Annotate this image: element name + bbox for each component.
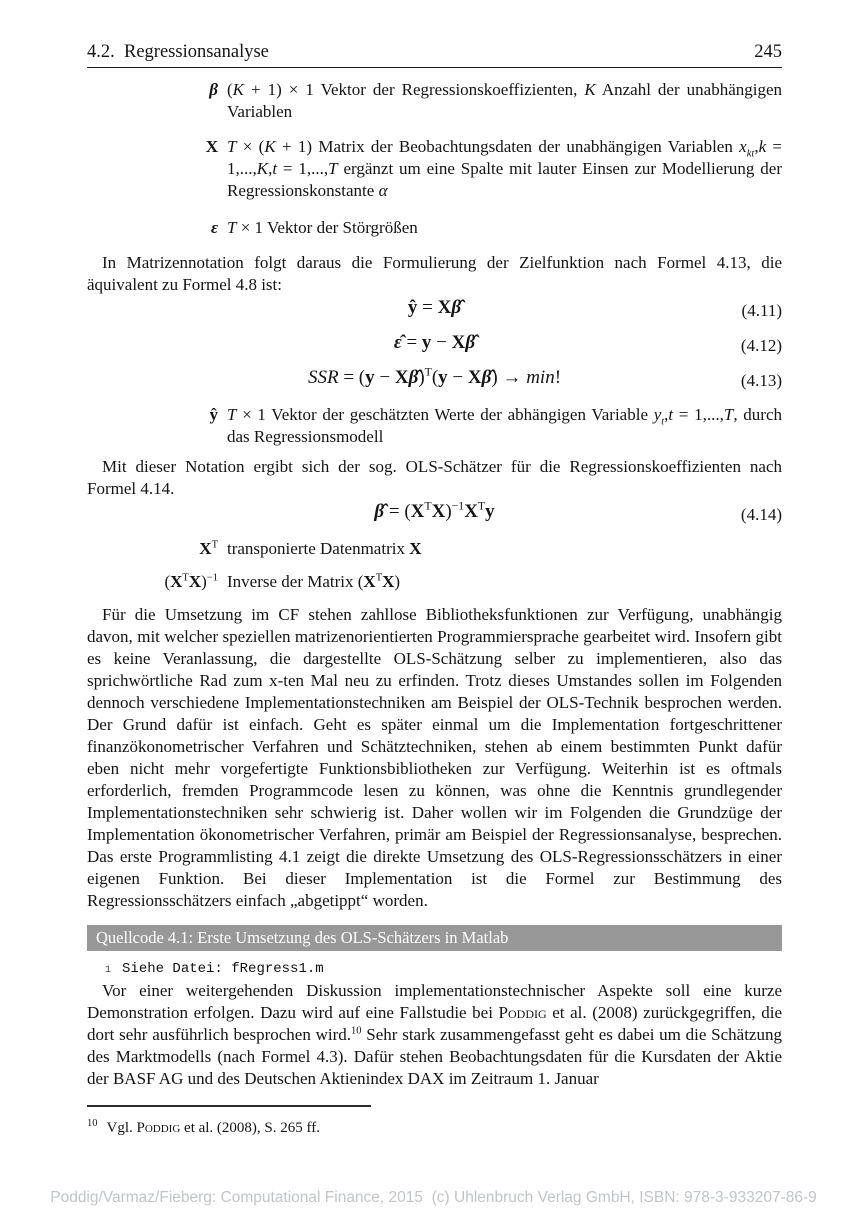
definition-beta-text: (K + 1) × 1 Vektor der Regressionskoeffizienten, K Anzahl der unabhängigen Variablen — [227, 80, 783, 121]
equation-4-13-number: (4.13) — [740, 371, 782, 390]
publisher-credit: Poddig/Varmaz/Fieberg: Computational Finance, 2015 (c) Uhlenbruch Verlag GmbH, ISBN: 978-3-933207-86-9 — [50, 1189, 817, 1206]
definition-inverse-text: Inverse der Matrix $(X^TX)$ — [227, 572, 401, 591]
definition-x-matrix — [87, 136, 782, 202]
page-content — [87, 79, 782, 1138]
paragraph-implementation: Für die Umsetzung im CF stehen zahllose Bibliotheksfunktionen zur Verfügung, unabhängig davon, mit welcher speziellen matrizenorientierten Programmiersprache gearbeitet wird. Insofern gibt es keine Veranlassung, die dargestellte OLS-Schätzung selber zu implementieren, also das sprichwörtliche Rad zum x-ten Mal neu zu erfinden. Trotz dieses Umstandes sollen im Folgenden dennoch verschiedene Implementationstechniken am Beispiel der OLS-Technik besprochen werden. Der Grund dafür ist einfach. Geht es später einmal um die Implementation fortgeschrittener finanzökonometrischer Verfahren und Schätztechniken, stehen ab einem bestimmten Punkt dafür eben nicht mehr vorgefertigte Funktionsbibliotheken zur Verfügung. Weiterhin ist es oftmals erforderlich, fremden Programmcode lesen zu können, was ohne die Kenntnis grundlegender Implementationstechniken sehr schwierig ist. Daher wollen wir im Folgenden die Grundzüge der Implementation ökonometrischer Verfahren, primär am Beispiel der Regressionsanalyse, besprechen. Das erste Programmlisting 4.1 zeigt die direkte Umsetzung des OLS-Regressionsschätzers in einer eigenen Funktion. Bei dieser Implementation ist die Formel zur Bestimmung des Regressionsschätzers einfach „abgetippt“ worden. — [87, 605, 782, 910]
definition-x-transpose-symbol: $X^T$ — [199, 539, 218, 558]
code-listing — [87, 960, 782, 980]
definition-yhat — [87, 404, 782, 448]
code-line-text: Siehe Datei: fRegress1.m — [122, 961, 324, 977]
equation-4-14 — [87, 500, 782, 524]
equation-4-14-formula: β̂ = $(X^TX)^{-1}X^Ty$ — [374, 499, 495, 522]
equation-4-14-number: (4.14) — [740, 505, 782, 524]
paragraph-ols-estimator: Mit dieser Notation ergibt sich der sog. OLS-Schätzer für die Regressionskoeffizienten nach Formel 4.14. — [87, 457, 782, 498]
definition-x-text: T × (K + 1) Matrix der Beobachtungsdaten der unabhängigen Variablen $x_{kt},k = 1,...,K,t = 1,...,T$ ergänzt um eine Spalte mit lauter Einsen zur Modellierung der Regressionskonstante α — [227, 137, 783, 200]
page-number: 245 — [754, 42, 782, 62]
equation-4-12-formula: ε̂ = y − Xβ̂ — [393, 332, 476, 353]
definition-x-transpose-text: transponierte Datenmatrix X — [227, 539, 422, 558]
definition-x-symbol: X — [205, 137, 218, 156]
footnote-rule — [87, 1105, 371, 1107]
definition-beta-symbol: β — [209, 80, 218, 99]
paragraph-matrix-notation: In Matrizennotation folgt daraus die Formulierung der Zielfunktion nach Formel 4.13, die äquivalent zu Formel 4.8 ist: — [87, 253, 782, 294]
paragraph-demonstration: Vor einer weitergehenden Diskussion implementationstechnischer Aspekte soll eine kurze Demonstration erfolgen. Dazu wird auf eine Fallstudie bei Poddig et al. (2008) zurückgegriffen, die dort sehr ausführlich besprochen wird.$^{10}$ Sehr stark zusammengefasst geht es dabei um die Schätzung des Marktmodells (nach Formel 4.3). Dafür stehen Beobachtungsdaten für die Kursdaten der Aktie der BASF AG und des Deutschen Aktienindex DAX im Zeitraum 1. Januar — [87, 981, 783, 1088]
footnote-marker: 10 — [87, 1118, 98, 1129]
definition-epsilon-symbol: ε — [211, 218, 218, 237]
equation-4-12 — [87, 331, 782, 355]
equation-4-11-number: (4.11) — [741, 301, 782, 320]
definition-inverse-symbol: $(X^TX)^{-1}$ — [164, 572, 218, 591]
equation-4-11 — [87, 296, 782, 320]
definition-epsilon — [87, 217, 782, 239]
definition-beta — [87, 79, 782, 123]
definition-x-transpose — [87, 538, 782, 560]
listing-caption-bar — [87, 925, 782, 951]
footnote — [87, 1114, 782, 1138]
definition-yhat-symbol: ŷ — [209, 405, 218, 424]
running-head — [87, 42, 782, 68]
equation-4-13 — [87, 366, 782, 390]
equation-4-11-formula: ŷ = Xβ̂ — [407, 297, 462, 318]
equation-4-13-formula: SSR = (y − Xβ̂)$^T$(y − Xβ̂) → min! — [307, 365, 562, 388]
definition-epsilon-text: T × 1 Vektor der Störgrößen — [227, 218, 418, 237]
footnote-text: Vgl. Poddig et al. (2008), S. 265 ff. — [106, 1120, 320, 1136]
listing-caption-label: Quellcode 4.1: Erste Umsetzung des OLS-Schätzers in Matlab — [96, 928, 509, 947]
code-line-number: 1 — [105, 965, 112, 976]
equation-4-12-number: (4.12) — [740, 336, 782, 355]
definition-yhat-text: T × 1 Vektor der geschätzten Werte der abhängigen Variable $y_t,t = 1,...,T$, durch das Regressionsmodell — [227, 405, 782, 446]
definition-inverse — [87, 571, 782, 593]
section-heading: 4.2. Regressionsanalyse — [87, 42, 269, 62]
